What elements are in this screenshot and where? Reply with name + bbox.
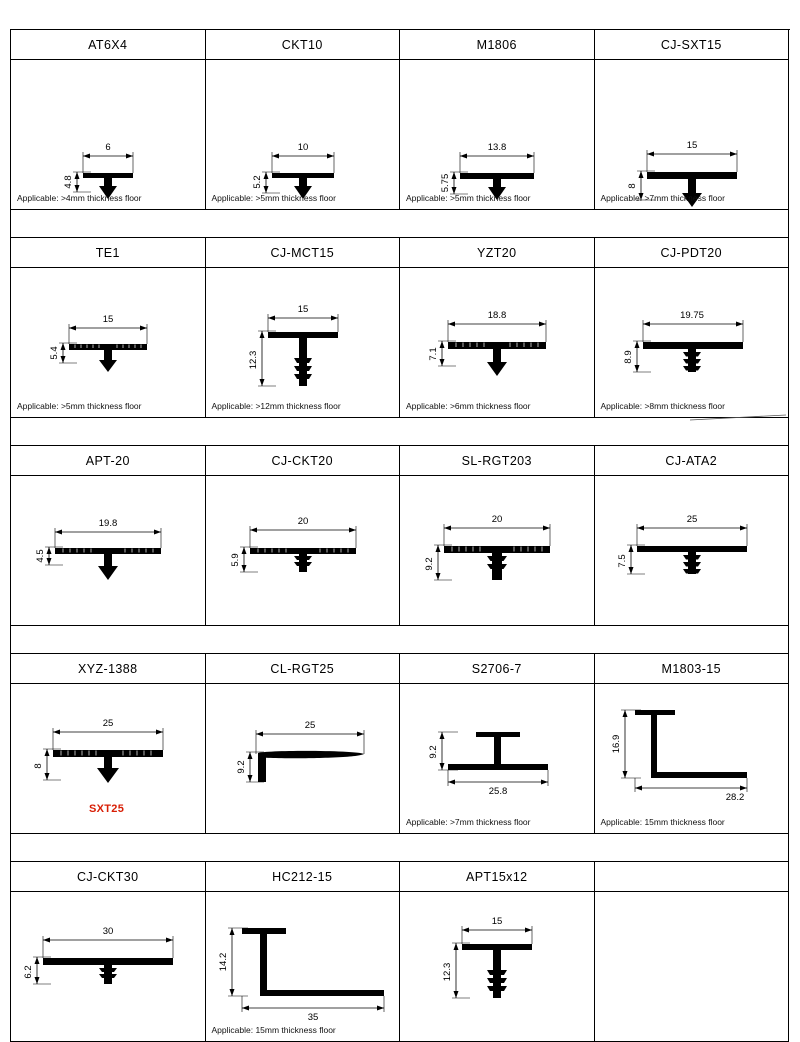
spacer-row xyxy=(11,834,790,862)
profile-drawing xyxy=(11,268,205,418)
profile-name-header: YZT20 xyxy=(400,238,595,268)
applicable-note: Applicable: >7mm thickness floor xyxy=(600,193,725,203)
profile-cell xyxy=(206,60,401,210)
svg-text:4.5: 4.5 xyxy=(35,549,46,563)
profile-name-header: HC212-15 xyxy=(206,862,401,892)
profile-drawing xyxy=(595,476,789,626)
svg-text:19.75: 19.75 xyxy=(679,310,704,321)
svg-text:15: 15 xyxy=(686,140,697,151)
profile-name-header: CJ-PDT20 xyxy=(595,238,790,268)
svg-text:19.8: 19.8 xyxy=(98,518,118,529)
svg-text:5.9: 5.9 xyxy=(229,553,241,567)
profile-name-header: TE1 xyxy=(11,238,206,268)
svg-text:18.8: 18.8 xyxy=(487,310,507,321)
svg-text:9.2: 9.2 xyxy=(235,760,247,774)
profile-name-header: APT15x12 xyxy=(400,862,595,892)
svg-text:25: 25 xyxy=(102,718,114,729)
figure-row xyxy=(11,268,790,418)
profile-drawing xyxy=(206,476,400,626)
spacer-row xyxy=(11,210,790,238)
profile-cell xyxy=(206,892,401,1042)
svg-text:5.4: 5.4 xyxy=(49,346,60,360)
svg-text:20: 20 xyxy=(297,516,308,527)
profile-drawing xyxy=(11,60,205,210)
svg-text:13.8: 13.8 xyxy=(487,142,507,153)
applicable-note: Applicable: >6mm thickness floor xyxy=(406,401,531,411)
svg-text:16.9: 16.9 xyxy=(610,734,622,754)
row-group-5 xyxy=(11,862,790,1042)
profile-name-header: M1806 xyxy=(400,30,595,60)
applicable-note: Applicable: >12mm thickness floor xyxy=(211,401,341,411)
svg-text:6: 6 xyxy=(105,142,111,153)
svg-text:5.2: 5.2 xyxy=(251,175,263,189)
profile-name-header: CJ-CKT30 xyxy=(11,862,206,892)
header-row xyxy=(11,862,790,892)
profile-name-header: SL-RGT203 xyxy=(400,446,595,476)
stray-line xyxy=(690,414,786,422)
profile-cell xyxy=(595,476,790,626)
profile-cell xyxy=(11,892,206,1042)
spacer-cell xyxy=(11,210,789,238)
svg-text:6.2: 6.2 xyxy=(23,965,34,979)
svg-text:30: 30 xyxy=(102,926,114,937)
spacer-row xyxy=(11,418,790,446)
row-group-4 xyxy=(11,654,790,862)
profile-cell xyxy=(400,684,595,834)
profile-drawing xyxy=(400,268,594,418)
spacer-row xyxy=(11,626,790,654)
empty-header xyxy=(595,862,790,892)
spacer-cell xyxy=(11,418,789,446)
svg-text:8: 8 xyxy=(626,183,638,189)
profile-cell xyxy=(595,268,790,418)
profile-cell xyxy=(11,268,206,418)
profile-name-header: CJ-ATA2 xyxy=(595,446,790,476)
profile-name-header: S2706-7 xyxy=(400,654,595,684)
profile-cell xyxy=(400,60,595,210)
profile-drawing xyxy=(595,60,789,210)
svg-text:28.2: 28.2 xyxy=(725,792,744,803)
svg-text:25: 25 xyxy=(686,514,697,525)
svg-text:15: 15 xyxy=(102,314,114,325)
applicable-note: Applicable: >4mm thickness floor xyxy=(17,193,142,203)
row-group-1 xyxy=(11,30,790,238)
svg-text:10: 10 xyxy=(297,142,308,153)
applicable-note: Applicable: 15mm thickness floor xyxy=(600,817,725,827)
svg-text:5.75: 5.75 xyxy=(440,173,451,193)
figure-row xyxy=(11,892,790,1042)
svg-text:14.2: 14.2 xyxy=(217,952,229,972)
spacer-cell xyxy=(11,834,789,862)
profile-drawing xyxy=(206,60,400,210)
header-row xyxy=(11,238,790,268)
svg-text:12.3: 12.3 xyxy=(247,350,259,370)
profile-cell xyxy=(206,684,401,834)
applicable-note: Applicable: >5mm thickness floor xyxy=(17,401,142,411)
row-group-3 xyxy=(11,446,790,654)
profile-drawing xyxy=(206,684,400,834)
svg-text:35: 35 xyxy=(307,1012,318,1023)
row-group-2 xyxy=(11,238,790,446)
profile-drawing xyxy=(11,892,205,1042)
profile-name-header: APT-20 xyxy=(11,446,206,476)
applicable-note: Applicable: >7mm thickness floor xyxy=(406,817,531,827)
empty-cell xyxy=(595,892,790,1042)
profile-cell xyxy=(400,268,595,418)
spacer-cell xyxy=(11,626,789,654)
profile-name-header: XYZ-1388 xyxy=(11,654,206,684)
profile-drawing xyxy=(595,684,789,834)
profile-cell xyxy=(206,268,401,418)
profile-cell xyxy=(400,476,595,626)
profile-name-header: AT6X4 xyxy=(11,30,206,60)
svg-text:8: 8 xyxy=(33,763,44,769)
profile-drawing xyxy=(400,684,594,834)
header-row xyxy=(11,30,790,60)
applicable-note: Applicable: 15mm thickness floor xyxy=(211,1025,336,1035)
header-row xyxy=(11,654,790,684)
alt-name-label: SXT25 xyxy=(89,803,125,815)
profile-cell xyxy=(206,476,401,626)
profile-name-header: CKT10 xyxy=(206,30,401,60)
figure-row xyxy=(11,476,790,626)
header-row xyxy=(11,446,790,476)
profile-drawing xyxy=(400,476,594,626)
svg-text:7.1: 7.1 xyxy=(428,347,439,361)
svg-text:25.8: 25.8 xyxy=(488,786,508,797)
figure-row xyxy=(11,684,790,834)
svg-text:8.9: 8.9 xyxy=(622,350,634,364)
applicable-note: Applicable: >8mm thickness floor xyxy=(600,401,725,411)
svg-text:25: 25 xyxy=(304,720,315,731)
profile-cell xyxy=(595,684,790,834)
svg-text:15: 15 xyxy=(297,304,308,315)
svg-text:20: 20 xyxy=(491,514,503,525)
profile-table xyxy=(10,29,790,1042)
profile-cell xyxy=(11,476,206,626)
svg-text:9.2: 9.2 xyxy=(424,557,435,571)
profile-drawing xyxy=(206,892,400,1042)
applicable-note: Applicable: >5mm thickness floor xyxy=(211,193,336,203)
profile-name-header: CL-RGT25 xyxy=(206,654,401,684)
figure-row xyxy=(11,60,790,210)
profile-drawing xyxy=(206,268,400,418)
applicable-note: Applicable: >5mm thickness floor xyxy=(406,193,531,203)
profile-name-header: CJ-SXT15 xyxy=(595,30,790,60)
profile-cell xyxy=(400,892,595,1042)
profile-drawing xyxy=(400,892,594,1042)
profile-cell xyxy=(595,60,790,210)
profile-name-header: CJ-CKT20 xyxy=(206,446,401,476)
profile-drawing xyxy=(595,268,789,418)
profile-cell xyxy=(11,60,206,210)
svg-text:9.2: 9.2 xyxy=(428,745,439,759)
svg-text:15: 15 xyxy=(491,916,503,927)
profile-name-header: CJ-MCT15 xyxy=(206,238,401,268)
svg-text:12.3: 12.3 xyxy=(442,962,453,982)
profile-name-header: M1803-15 xyxy=(595,654,790,684)
svg-text:7.5: 7.5 xyxy=(616,554,628,568)
svg-text:4.8: 4.8 xyxy=(63,175,74,189)
profile-drawing xyxy=(400,60,594,210)
profile-drawing xyxy=(11,476,205,626)
profile-cell xyxy=(11,684,206,834)
